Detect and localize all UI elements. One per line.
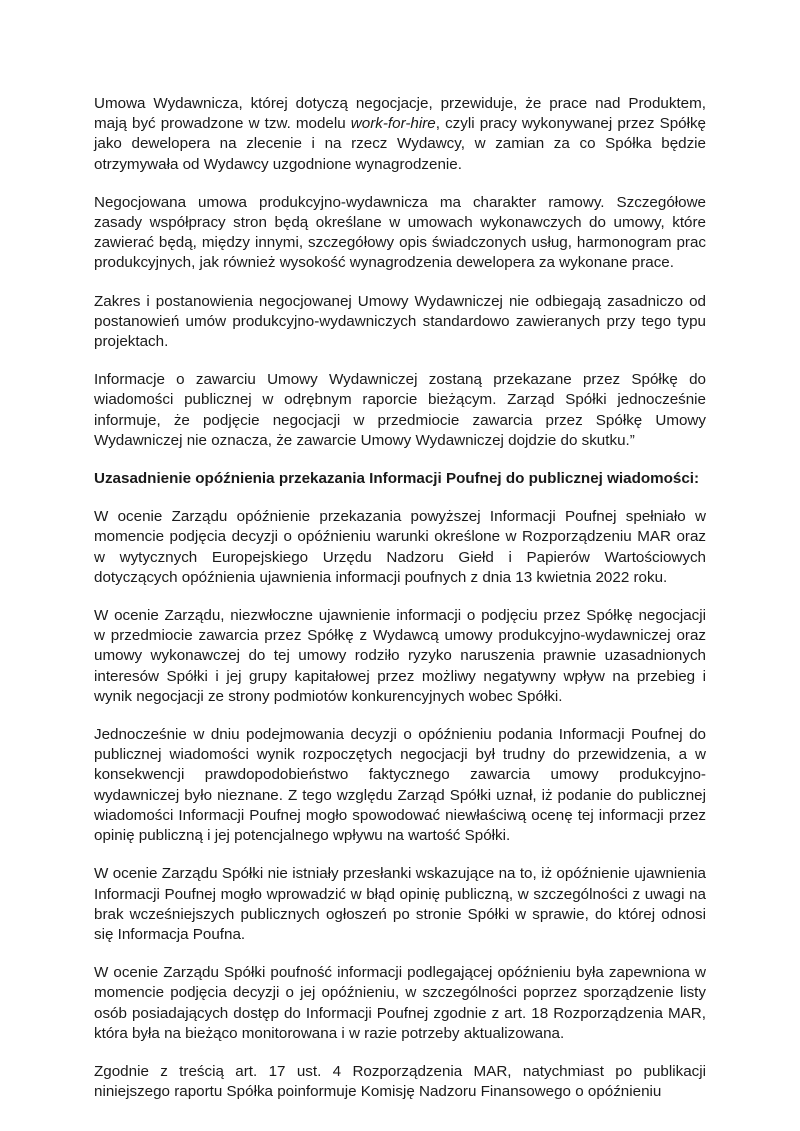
paragraph-disclosure-notice: Informacje o zawarciu Umowy Wydawniczej zostaną przekazane przez Spółkę do wiadomości publicznej w odrębnym raporcie bieżącym. Zarząd Spółki jednocześnie informuje, że podjęcie negocjacji w przedmiocie zawarcia przez Spółkę Umowy Wydawniczej nie oznacza, że zawarcie Umowy Wydawniczej dojdzie do skutku.” [94, 371, 706, 449]
paragraph-uncertain-outcome: Jednocześnie w dniu podejmowania decyzji o opóźnieniu podania Informacji Poufnej do publicznej wiadomości wynik rozpoczętych negocjacji był trudny do przewidzenia, a w konsekwencji prawdopodobieństwo faktycznego zawarcia umowy produkcyjno-wydawniczej było nieznane. Z tego względu Zarząd Spółki uznał, iż podanie do publicznej wiadomości Informacji Poufnej mogło spowodować niewłaściwą ocenę tej informacji przez opinię publiczną i jej potencjalnego wpływu na wartość Spółki. [94, 726, 706, 845]
document-page [94, 94, 706, 1120]
paragraph-mar-conditions: W ocenie Zarządu opóźnienie przekazania powyższej Informacji Poufnej spełniało w momencie podjęcia decyzji o opóźnieniu warunki określone w Rozporządzeniu MAR oraz w wytycznych Europejskiego Urzędu Nadzoru Giełd i Papierów Wartościowych dotyczących opóźnienia ujawnienia informacji poufnych z dnia 13 kwietnia 2022 roku. [94, 508, 706, 586]
paragraph-confidentiality: W ocenie Zarządu Spółki poufność informacji podlegającej opóźnieniu była zapewniona w momencie podjęcia decyzji o jej opóźnieniu, w szczególności poprzez sporządzenie listy osób posiadających dostęp do Informacji Poufnej zgodnie z art. 18 Rozporządzenia MAR, która była na bieżąco monitorowana i w razie potrzeby aktualizowana. [94, 964, 706, 1042]
paragraph-knf-notification: Zgodnie z treścią art. 17 ust. 4 Rozporządzenia MAR, natychmiast po publikacji niniejszego raportu Spółka poinformuje Komisję Nadzoru Finansowego o opóźnieniu [94, 1062, 706, 1101]
section-heading-delay-justification: Uzasadnienie opóźnienia przekazania Informacji Poufnej do publicznej wiadomości: [94, 470, 700, 488]
paragraph-work-for-hire: Umowa Wydawnicza, której dotyczą negocjacje, przewiduje, że prace nad Produktem, mają być prowadzone w tzw. modelu work-for-hire, czyli pracy wykonywanej przez Spółkę jako dewelopera na zlecenie i na rzecz Wydawcy, w zamian za co Spółka będzie otrzymywała od Wydawcy uzgodnione wynagrodzenie. [94, 95, 707, 173]
paragraph-scope: Zakres i postanowienia negocjowanej Umowy Wydawniczej nie odbiegają zasadniczo od postanowień umów produkcyjno-wydawniczych standardowo zawieranych przy tego typu projektach. [94, 292, 706, 351]
paragraph-no-misleading: W ocenie Zarządu Spółki nie istniały przesłanki wskazujące na to, iż opóźnienie ujawnienia Informacji Poufnej mogło wprowadzić w błąd opinię publiczną, w szczególności z uwagi na brak wcześniejszych publicznych ogłoszeń po stronie Spółki w sprawie, do której odnosi się Informacja Poufna. [94, 865, 706, 943]
paragraph-framework-agreement: Negocjowana umowa produkcyjno-wydawnicza ma charakter ramowy. Szczegółowe zasady współpracy stron będą określane w umowach wykonawczych do umowy, które zawierać będą, między innymi, szczegółowy opis świadczonych usług, harmonogram prac produkcyjnych, jak również wysokość wynagrodzenia dewelopera za wykonane prace. [94, 193, 706, 272]
work-for-hire-term: work-for-hire [350, 115, 436, 133]
paragraph-risk-assessment: W ocenie Zarządu, niezwłoczne ujawnienie informacji o podjęciu przez Spółkę negocjacji w przedmiocie zawarcia przez Spółkę z Wydawcą umowy produkcyjno-wydawniczej oraz umowy wykonawczej do tej umowy rodziło ryzyko naruszenia prawnie uzasadnionych interesów Spółki i jej grupy kapitałowej przez możliwy negatywny wpływ na przebieg i wynik negocjacji ze strony podmiotów konkurencyjnych wobec Spółki. [94, 607, 706, 705]
